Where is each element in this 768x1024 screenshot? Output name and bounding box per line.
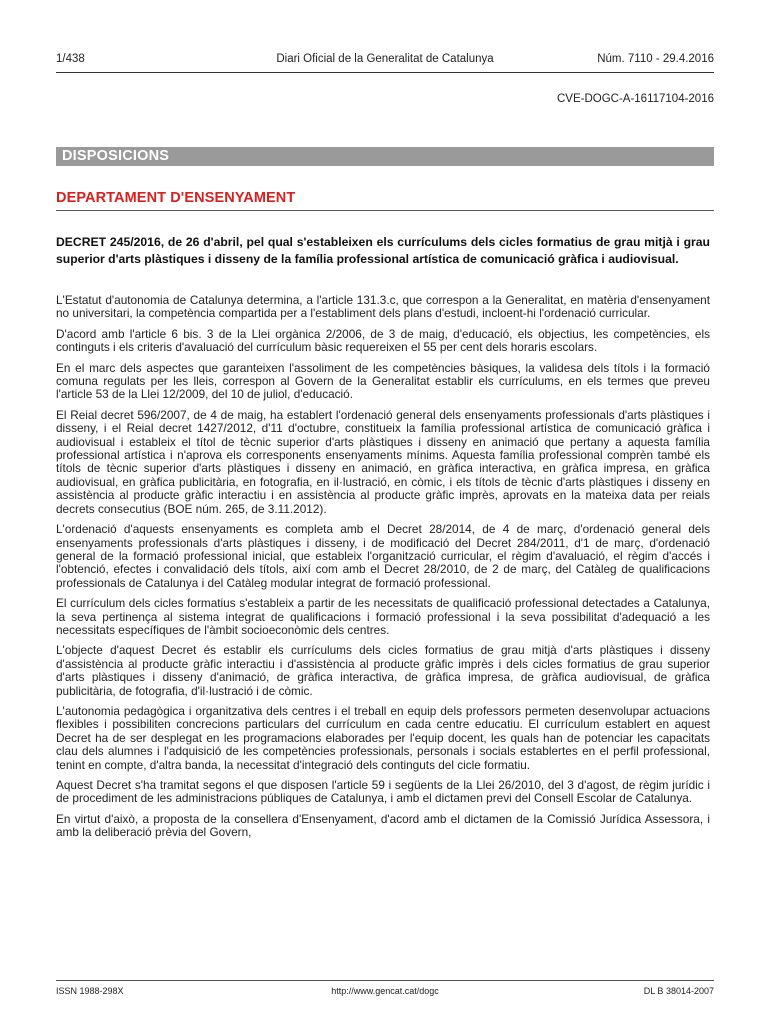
paragraph: El currículum dels cicles formatius s'estableix a partir de les necessitats de qualificació professional detectades a Catalunya, la seva pertinença al sistema integrat de qualificacions i formació professional i la seva possibilitat d'adequació a les necessitats específiques de l'àmbit socioeconòmic dels centres. bbox=[56, 596, 710, 637]
paragraph: Aquest Decret s'ha tramitat segons el que disposen l'article 59 i següents de la Llei 26/2010, del 3 d'agost, de règim jurídic i de procediment de les administracions públiques de Catalunya, i amb el dictamen previ del Consell Escolar de Catalunya. bbox=[56, 778, 710, 806]
paragraph: L'Estatut d'autonomia de Catalunya determina, a l'article 131.3.c, que correspon a la Generalitat, en matèria d'ensenyament no universitari, la competència compartida per a l'establiment dels plans d'estudi, incloent-hi l'ordenació curricular. bbox=[56, 293, 710, 321]
legal-deposit: DL B 38014-2007 bbox=[643, 986, 714, 996]
paragraph: En el marc dels aspectes que garanteixen l'assoliment de les competències bàsiques, la validesa dels títols i la formació comuna regulats per les lleis, correspon al Govern de la Generalitat establir els currículums, en els termes que preveu l'article 53 de la Llei 12/2009, del 10 de juliol, d'educació. bbox=[56, 360, 710, 402]
cve-code: CVE-DOGC-A-16117104-2016 bbox=[556, 93, 714, 105]
paragraph: En virtut d'això, a proposta de la consellera d'Ensenyament, d'acord amb el dictamen de la Comissió Jurídica Assessora, i amb la deliberació prèvia del Govern, bbox=[56, 811, 710, 840]
header-divider bbox=[56, 72, 714, 73]
paragraph: L'objecte d'aquest Decret és establir els currículums dels cicles formatius de grau mitjà d'arts plàstiques i disseny d'assistència al producte gràfic interactiu i d'assistència al producte gràfic imprès i dels cicles formatius de grau superior d'arts plàstiques i disseny d'animació, de gràfica interactiva, de gràfica impresa, de gràfica audiovisual, de gràfica publicitària, de fotografia, d'il·lustració i de còmic. bbox=[56, 643, 710, 698]
website-link[interactable]: http://www.gencat.cat/dogc bbox=[331, 986, 439, 996]
journal-title: Diari Oficial de la Generalitat de Catalunya bbox=[276, 53, 494, 65]
document-body bbox=[56, 294, 710, 847]
footer-divider bbox=[56, 980, 714, 981]
paragraph: L'autonomia pedagògica i organitzativa dels centres i el treball en equip dels professors permeten desenvolupar actuacions flexibles i possibiliten concrecions particulars del currículum en cada centre educatiu. El currículum establert en aquest Decret ha de ser desplegat en les programacions elaborades per l'equip docent, les quals han de potenciar les capacitats clau dels alumnes i l'adquisició de les competències professionals, personals i socials establertes en el perfil professional, tenint en compte, d'altra banda, la necessitat d'integració dels continguts del cicle formatiu. bbox=[56, 703, 710, 772]
paragraph: D'acord amb l'article 6 bis. 3 de la Llei orgànica 2/2006, de 3 de maig, d'educació, els objectius, les competències, els continguts i els criteris d'avaluació del currículum bàsic requereixen el 55 per cent dels horaris escolars. bbox=[56, 326, 710, 355]
issn: ISSN 1988-298X bbox=[56, 986, 124, 996]
paragraph: El Reial decret 596/2007, de 4 de maig, ha establert l'ordenació general dels ensenyaments professionals d'arts plàstiques i disseny, i el Reial decret 1427/2012, d'11 d'octubre, constitueix la família professional artística de comunicació gràfica i audiovisual i estableix el títol de tècnic superior d'arts plàstiques i disseny en animació que pertany a aquesta família professional artística i n'aprova els corresponents ensenyaments mínims. Aquesta família professional comprèn també els títols de tècnic superior d'arts plàstiques i disseny en animació, en gràfica interactiva, en gràfica impresa, en gràfica audiovisual, en gràfica publicitària, en fotografia, en il·lustració, en còmic, i els títols de tècnic d'arts plàstiques i disseny en assistència al producte gràfic interactiu i en assistència al producte gràfic imprès, aprovats en la mateixa data per reials decrets consecutius (BOE núm. 265, de 3.11.2012). bbox=[56, 407, 710, 516]
issue-number: Núm. 7110 - 29.4.2016 bbox=[597, 53, 714, 65]
decree-title: DECRET 245/2016, de 26 d'abril, pel qual s'estableixen els currículums dels cicles formatius de grau mitjà i grau superior d'arts plàstiques i disseny de la família professional artística de comunicació gràfica i audiovisual. bbox=[56, 235, 710, 266]
department-divider bbox=[56, 210, 714, 211]
page-header bbox=[56, 53, 714, 69]
paragraph: L'ordenació d'aquests ensenyaments es completa amb el Decret 28/2014, de 4 de març, d'ordenació general dels ensenyaments professionals d'arts plàstiques i disseny, i de modificació del Decret 284/2011, d'1 de març, d'ordenació general de la formació professional inicial, que estableix l'organització curricular, el règim d'avaluació, el règim d'accés i l'obtenció, efectes i convalidació dels títols, així com amb el Decret 28/2010, de 2 de març, del Catàleg de qualificacions professionals de Catalunya i del Catàleg modular integrat de formació professional. bbox=[56, 522, 710, 590]
department-title: DEPARTAMENT D'ENSENYAMENT bbox=[56, 190, 296, 206]
page-number: 1/438 bbox=[56, 53, 85, 65]
section-title: DISPOSICIONS bbox=[56, 147, 714, 166]
